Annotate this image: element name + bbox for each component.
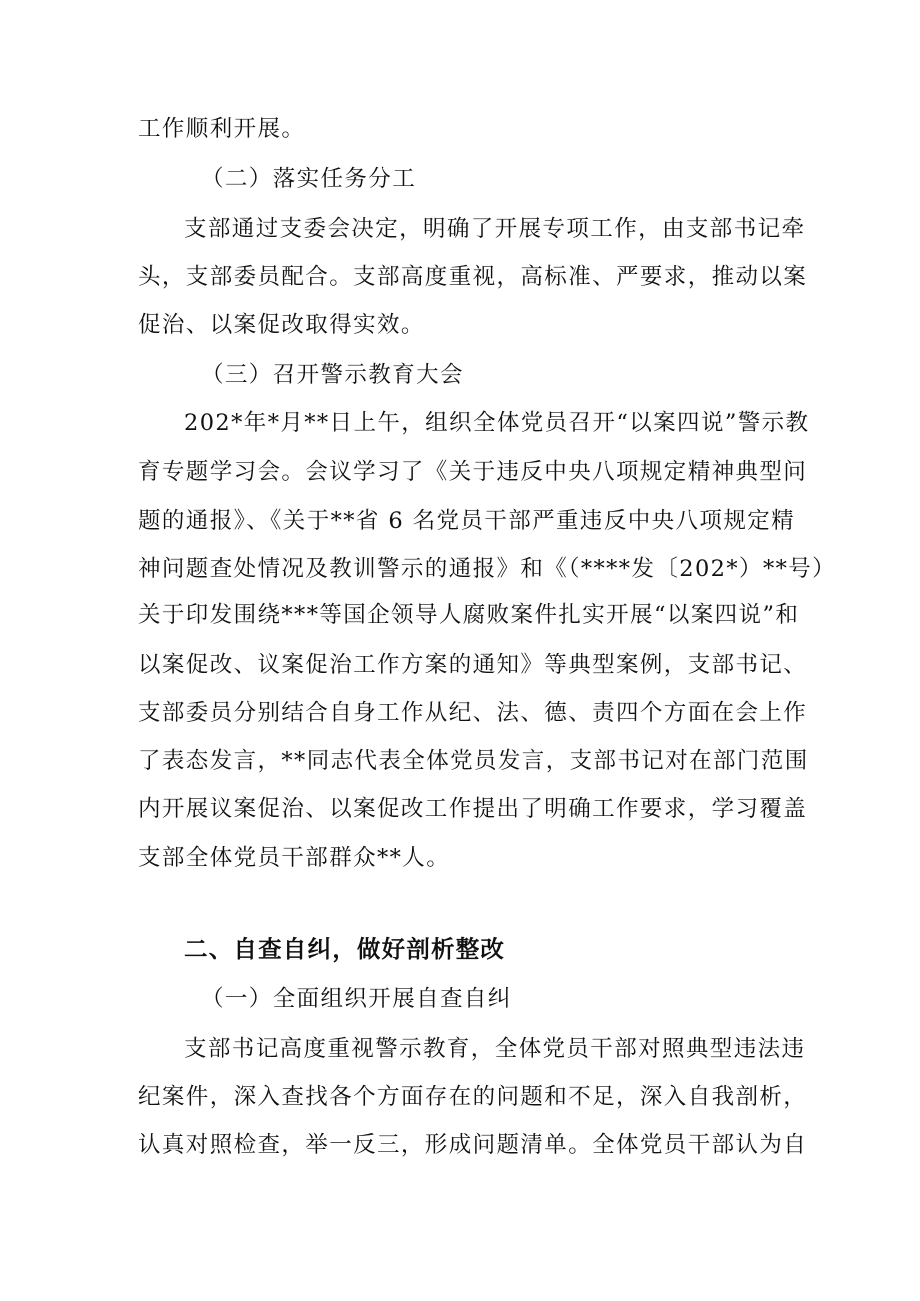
paragraph-line: 头，支部委员配合。支部高度重视，高标准、严要求，推动以案 bbox=[138, 264, 808, 290]
paragraph-line: 促治、以案促改取得实效。 bbox=[138, 312, 425, 338]
paragraph-line: 题的通报》、《关于**省 6 名党员干部严重违反中央八项规定精 bbox=[138, 508, 796, 534]
paragraph-line: 神问题查处情况及教训警示的通报》和《（****发〔202*）**号） bbox=[138, 556, 837, 582]
paragraph-line: 认真对照检查，举一反三，形成问题清单。全体党员干部认为自 bbox=[138, 1132, 808, 1158]
paragraph-line: 了表态发言，**同志代表全体党员发言，支部书记对在部门范围 bbox=[138, 748, 809, 774]
paragraph-line: 支部书记高度重视警示教育，全体党员干部对照典型违法违 bbox=[184, 1036, 806, 1062]
subsection-heading: （二）落实任务分工 bbox=[201, 166, 417, 192]
section-heading: 二、自查自纠，做好剖析整改 bbox=[184, 935, 506, 963]
paragraph-line: 支部全体党员干部群众**人。 bbox=[138, 845, 451, 871]
paragraph-line: 育专题学习会。会议学习了《关于违反中央八项规定精神典型问 bbox=[138, 459, 808, 485]
paragraph-line: 纪案件，深入查找各个方面存在的问题和不足，深入自我剖析， bbox=[138, 1084, 808, 1110]
paragraph-line: 202*年*月**日上午，组织全体党员召开“以案四说”警示教 bbox=[184, 410, 810, 436]
paragraph-line: 以案促改、议案促治工作方案的通知》等典型案例，支部书记、 bbox=[138, 652, 808, 678]
paragraph-line: 内开展议案促治、以案促改工作提出了明确工作要求，学习覆盖 bbox=[138, 796, 808, 822]
paragraph-line: 支部通过支委会决定，明确了开展专项工作，由支部书记牵 bbox=[184, 216, 806, 242]
paragraph-line: 关于印发围绕***等国企领导人腐败案件扎实开展“以案四说”和 bbox=[138, 602, 800, 628]
paragraph-line: 支部委员分别结合自身工作从纪、法、德、责四个方面在会上作 bbox=[138, 700, 808, 726]
subsection-heading: （一）全面组织开展自查自纠 bbox=[201, 986, 512, 1012]
subsection-heading: （三）召开警示教育大会 bbox=[201, 362, 464, 388]
paragraph-line: 工作顺利开展。 bbox=[138, 116, 306, 142]
